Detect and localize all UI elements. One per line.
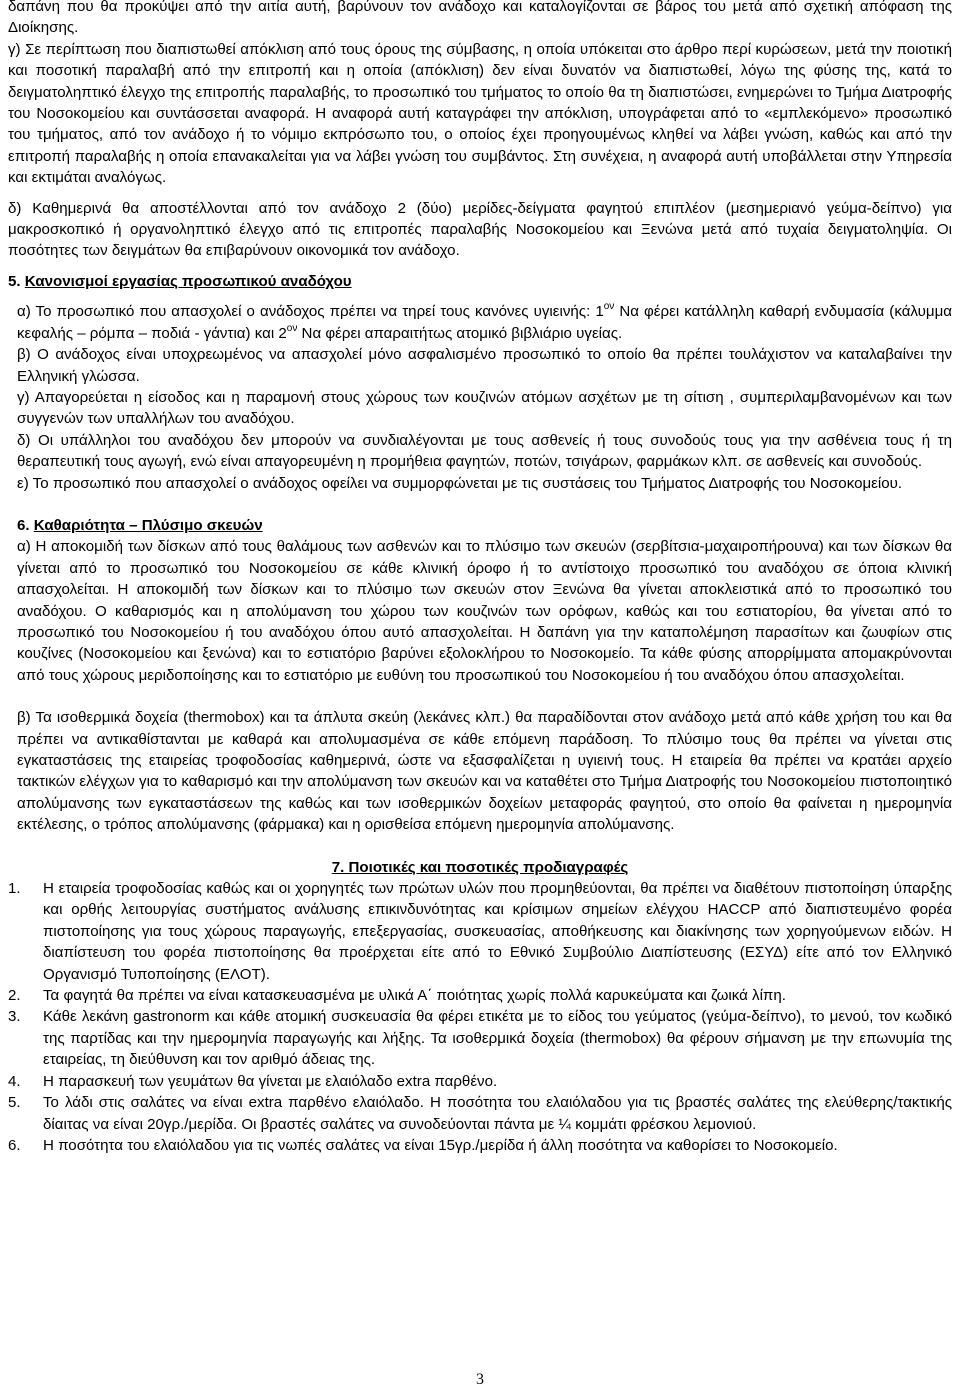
section-5-item-c: γ) Απαγορεύεται η είσοδος και η παραμονή στους χώρους των κουζινών ατόμων ασχέτων με τη σίτιση , συμπεριλαμβανομένων και των συγγενών των υπαλλήλων του αναδόχου. bbox=[17, 388, 952, 428]
section-7-list bbox=[8, 878, 952, 1156]
list-item-text: Κάθε λεκάνη gastronorm και κάθε ατομική συσκευασία θα φέρει ετικέτα με το είδος του γεύματος (γεύμα-δείπνο), το μενού, τον κωδικό της παρτίδας και την ημερομηνία παραγωγής και λήξης. Τα ισοθερμικά δοχεία (thermobox) θα φέρουν σήμανση με την επωνυμία της εταιρείας, τη διεύθυνση και τον αριθμό άδειας της. bbox=[43, 1008, 952, 1069]
section-5-a-sup-1: ον bbox=[603, 301, 615, 313]
list-item bbox=[8, 1092, 952, 1135]
section-5-heading bbox=[8, 271, 952, 292]
intro-paragraph-3: δ) Καθημερινά θα αποστέλλονται από τον ανάδοχο 2 (δύο) μερίδες-δείγματα φαγητού επιπλέον (μεσημεριανό γεύμα-δείπνο) για μακροσκοπικό ή οργανοληπτικό έλεγχο από τις επιτροπές παραλαβής Νοσοκομείου και Ξενώνα μετά από τυχαία δειγματοληψία. Οι ποσότητες των δειγμάτων θα επιβαρύνουν οικονομικά τον ανάδοχο. bbox=[8, 199, 952, 260]
list-item-text: Τα φαγητά θα πρέπει να είναι κατασκευασμένα με υλικά Α΄ ποιότητας χωρίς πολλά καρυκεύματα και ζωικά λίπη. bbox=[43, 987, 786, 1005]
section-5-body bbox=[8, 301, 952, 494]
list-item-text: Η εταιρεία τροφοδοσίας καθώς και οι χορηγητές των πρώτων υλών που προμηθεύονται, θα πρέπει να διαθέτουν πιστοποίηση ύπαρξης και ορθής λειτουργίας συστήματος ανάλυσης επικινδυνότητας και κρίσιμων σημείων ελέγχου HACCP από διαπιστευμένο φορέα πιστοποίησης για τους χώρους παραγωγής, επεξεργασίας, συσκευασίας, αποθήκευσης και διακίνησης των χορηγούμενων ειδών. Η διαπίστευση του φορέα πιστοποίησης θα προέρχεται είτε από το Εθνικό Συμβούλιο Διαπίστευσης (ΕΣΥΔ) είτε από τον Ελληνικό Οργανισμό Τυποποίησης (ΕΛΟΤ). bbox=[43, 880, 952, 983]
page-number: 3 bbox=[476, 1371, 484, 1388]
list-item-number: 5. bbox=[8, 1094, 21, 1112]
list-item-number: 3. bbox=[8, 1008, 21, 1026]
section-6-item-b: β) Τα ισοθερμικά δοχεία (thermobox) και τα άπλυτα σκεύη (λεκάνες κλπ.) θα παραδίδονται στον ανάδοχο μετά από κάθε χρήση του και θα πρέπει να αντικαθίστανται με καθαρά και απολυμασμένα σε κάθε επόμενη παράδοση. Το πλύσιμο τους θα πρέπει να γίνεται στις εγκαταστάσεις της εταιρείας τροφοδοσίας καθημερινά, ώστε να εξασφαλίζεται η υγιεινή τους. Η εταιρεία θα πρέπει να κρατάει αρχείο τακτικών ελέγχων για το καθαρισμό και την απολύμανση των σκευών και να καταθέτει στο Τμήμα Διατροφής του Νοσοκομείου πιστοποιητικό απολύμανσης των εγκαταστάσεων της καθώς και των ισοθερμικών δοχείων μεταφοράς φαγητού, στο οποίο θα φαίνεται η ημερομηνία εκτέλεσης, ο τρόπος απολύμανσης (φάρμακα) και η ορισθείσα επόμενη ημερομηνία απολύμανσης. bbox=[17, 709, 952, 834]
document-page bbox=[8, 0, 952, 1156]
section-5-a-sup-2: ον bbox=[286, 322, 298, 334]
section-5-title: Κανονισμοί εργασίας προσωπικού αναδόχου bbox=[24, 272, 352, 290]
list-item bbox=[8, 1135, 952, 1156]
section-6 bbox=[8, 515, 952, 836]
list-item-text: Η παρασκευή των γευμάτων θα γίνεται με ελαιόλαδο extra παρθένο. bbox=[43, 1072, 498, 1090]
section-6-heading bbox=[17, 515, 952, 536]
list-item bbox=[8, 985, 952, 1006]
section-5-item-d: δ) Οι υπάλληλοι του αναδόχου δεν μπορούν να συνδιαλέγονται με τους ασθενείς ή τους συνοδούς τους για την ασθένεια τους ή τη θεραπευτική τους αγωγή, ενώ είναι απαγορευμένη η προμήθεια φαγητών, ποτών, τσιγάρων, φαρμάκων κλπ. σε ασθενείς και συνοδούς. bbox=[17, 431, 952, 471]
section-6-number: 6. bbox=[17, 516, 30, 534]
section-6-item-a: α) Η αποκομιδή των δίσκων από τους θαλάμους των ασθενών και το πλύσιμο των σκευών (σερβίτσια-μαχαιροπήρουνα) και των δίσκων θα γίνεται από το προσωπικό του Νοσοκομείου σε κάθε κλινική όροφο ή το αντίστοιχο προσωπικό του αναδόχου σε όποια κλινική απασχολείται. Η αποκομιδή των δίσκων και το πλύσιμο των σκευών στον Ξενώνα θα γίνεται αποκλειστικά από το προσωπικό του αναδόχου. Ο καθαρισμός και η απολύμανση του χώρου των κουζινών των ορόφων, καθώς και του εστιατορίου, θα γίνεται από το προσωπικό του Νοσοκομείου ή του αναδόχου όπου αυτό απασχολείται. Η δαπάνη για την καταπολέμηση παρασίτων και ζωυφίων στις κουζίνες (Νοσοκομείου και ξενώνα) και το εστιατόριο βαρύνει εξολοκλήρου το Νοσοκομείο. Τα κάθε φύσης απορρίμματα απομακρύνονται από τους χώρους μεριδοποίησης και το εστιατόριο με ευθύνη του προσωπικού του Νοσοκομείου ή του αναδόχου όπου απασχολείται. bbox=[17, 538, 952, 684]
intro-paragraph-1: δαπάνη που θα προκύψει από την αιτία αυτή, βαρύνουν τον ανάδοχο και καταλογίζονται σε βάρος του μετά από σχετική απόφαση της Διοίκησης. bbox=[8, 0, 952, 37]
section-6-title: Καθαριότητα – Πλύσιμο σκευών bbox=[33, 516, 263, 534]
list-item-text: Το λάδι στις σαλάτες να είναι extra παρθένο ελαιόλαδο. Η ποσότητα του ελαιόλαδου για τις βραστές σαλάτες της ελεύθερης/τακτικής δίαιτας να είναι 20γρ./μερίδα. Οι βραστές σαλάτες να συνοδεύονται πάντα με ¼ κομμάτι φρέσκου λεμονιού. bbox=[43, 1094, 952, 1133]
list-item-number: 4. bbox=[8, 1072, 21, 1090]
section-5-a-text-3: Να φέρει απαραιτήτως ατομικό βιβλιάριο υγείας. bbox=[297, 324, 623, 342]
list-item-text: Η ποσότητα του ελαιόλαδου για τις νωπές σαλάτες να είναι 15γρ./μερίδα ή άλλη ποσότητα να καθορίσει το Νοσοκομείο. bbox=[43, 1136, 838, 1154]
section-5-item-b: β) Ο ανάδοχος είναι υποχρεωμένος να απασχολεί μόνο ασφαλισμένο προσωπικό το οποίο θα πρέπει τουλάχιστον να καταλαβαίνει την Ελληνική γλώσσα. bbox=[17, 346, 952, 385]
section-5-a-text-2: Να φέρει κατάλληλη καθαρή ενδυμασία (κάλυμμα κεφαλής – ρόμπα – ποδιά - γάντια) και 2 bbox=[17, 303, 952, 342]
list-item bbox=[8, 878, 952, 985]
section-5-number: 5. bbox=[8, 272, 21, 290]
list-item-number: 1. bbox=[8, 880, 21, 898]
intro-paragraph-2: γ) Σε περίπτωση που διαπιστωθεί απόκλιση από τους όρους της σύμβασης, η οποία υπόκειται στο άρθρο περί κυρώσεων, μετά την ποιοτική και ποσοτική παραλαβή από την επιτροπή και η οποία (απόκλιση) δεν είναι δυνατόν να διαπιστωθεί, λόγω της φύσης της, κατά το δειγματοληπτικό έλεγχο της επιτροπής παραλαβής, το προσωπικό του τμήματος το οποίο θα τη διαπιστώσει, ενημερώνει το Τμήμα Διατροφής του Νοσοκομείου και συντάσσεται αναφορά. Η αναφορά αυτή καταγράφει την απόκλιση, υπογράφεται από το «εμπλεκόμενο» προσωπικό του τμήματος, από τον ανάδοχο ή το νόμιμο εκπρόσωπο του, ο οποίος έχει προηγουμένως κληθεί να λάβει γνώση, καθώς και από την επιτροπή παραλαβής η οποία επανακαλείται για να λάβει γνώση του συμβάντος. Στη συνέχεια, η αναφορά αυτή υποβάλλεται στην Υπηρεσία και εκτιμάται αναλόγως. bbox=[8, 40, 952, 187]
list-item bbox=[8, 1006, 952, 1070]
section-5-a-text-1: α) Το προσωπικό που απασχολεί ο ανάδοχος πρέπει να τηρεί τους κανόνες υγιεινής: 1 bbox=[17, 303, 604, 321]
section-5-item-a bbox=[17, 301, 952, 344]
section-7-title: 7. Ποιοτικές και ποσοτικές προδιαγραφές bbox=[331, 858, 629, 876]
section-7-heading bbox=[8, 857, 952, 878]
list-item-number: 2. bbox=[8, 987, 21, 1005]
list-item bbox=[8, 1071, 952, 1092]
list-item-number: 6. bbox=[8, 1136, 21, 1154]
section-5-item-e: ε) Το προσωπικό που απασχολεί ο ανάδοχος οφείλει να συμμορφώνεται με τις συστάσεις του Τμήματος Διατροφής του Νοσοκομείου. bbox=[17, 474, 903, 492]
